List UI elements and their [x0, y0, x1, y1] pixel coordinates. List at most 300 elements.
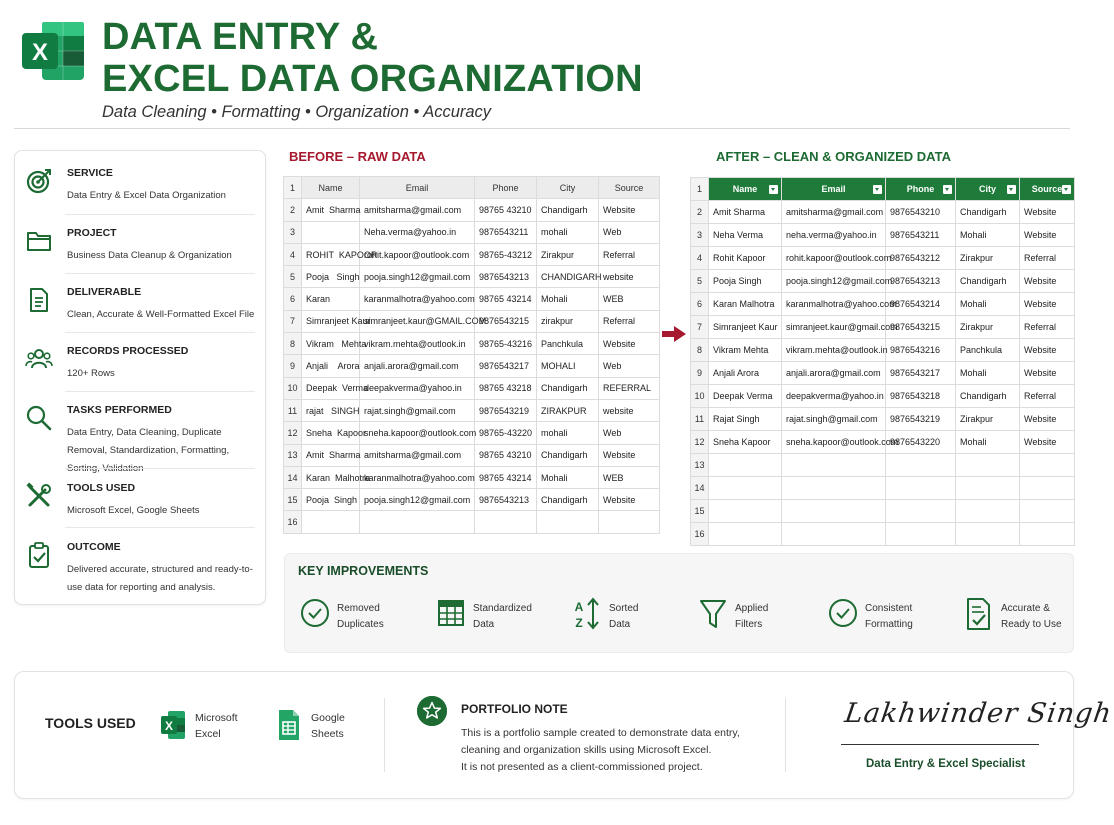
table-row — [691, 339, 1075, 362]
vertical-divider — [384, 698, 385, 772]
cell-email[interactable]: karanmalhotra@yahoo.com — [360, 288, 475, 310]
cell-city[interactable]: Panchkula — [537, 333, 599, 355]
cell-email[interactable]: simranjeet.kaur@GMAIL.COM — [360, 310, 475, 332]
table-row — [691, 477, 1075, 500]
cell-city[interactable]: CHANDIGARH — [537, 266, 599, 288]
cell-phone[interactable]: 98765 43210 — [475, 199, 537, 221]
document-icon — [25, 286, 53, 314]
check-circle-icon — [827, 596, 859, 632]
cell-city[interactable] — [956, 523, 1020, 546]
improvement-line-2: Ready to Use — [1001, 619, 1062, 630]
cell-email[interactable]: amitsharma@gmail.com — [360, 444, 475, 466]
cell-email[interactable]: vikram.mehta@outlook.in — [782, 339, 886, 362]
cell-phone[interactable]: 9876543212 — [886, 247, 956, 270]
info-value: Business Data Cleanup & Organization — [67, 250, 232, 261]
row-number: 16 — [284, 511, 302, 533]
cell-source[interactable]: Website — [599, 199, 660, 221]
row-number: 8 — [284, 333, 302, 355]
cell-name[interactable]: Vikram Mehta — [302, 333, 360, 355]
cell-email[interactable]: deepakverma@yahoo.in — [782, 385, 886, 408]
cell-name[interactable]: Deepak Verma — [302, 377, 360, 399]
cell-source[interactable] — [1020, 477, 1075, 500]
divider — [65, 332, 255, 333]
cell-phone[interactable]: 9876543213 — [886, 270, 956, 293]
cell-phone[interactable]: 9876543218 — [886, 385, 956, 408]
cell-phone[interactable]: 98765-43220 — [475, 422, 537, 444]
cell-email[interactable]: anjali.arora@gmail.com — [782, 362, 886, 385]
column-header-city[interactable]: City — [537, 177, 599, 199]
cell-name[interactable]: Neha Verma — [709, 224, 782, 247]
table-row — [691, 293, 1075, 316]
cell-city[interactable]: Panchkula — [956, 339, 1020, 362]
cell-email[interactable] — [782, 500, 886, 523]
cell-name[interactable]: Sneha Kapoor — [709, 431, 782, 454]
cell-name[interactable]: Anjali Arora — [302, 355, 360, 377]
cell-email[interactable]: neha.verma@yahoo.in — [782, 224, 886, 247]
column-header-label: City — [978, 184, 996, 194]
before-heading: BEFORE – RAW DATA — [289, 149, 426, 164]
cell-email[interactable] — [782, 477, 886, 500]
cell-email[interactable]: sneha.kapoor@outlook.com — [360, 422, 475, 444]
excel-logo-icon — [20, 18, 86, 84]
before-raw-data-table — [283, 176, 660, 534]
tool-line-2: Excel — [195, 728, 221, 740]
improvement-label — [1001, 601, 1062, 633]
target-icon — [25, 167, 53, 195]
cell-email[interactable]: vikram.mehta@outlook.in — [360, 333, 475, 355]
cell-city[interactable]: Mohali — [537, 466, 599, 488]
table-row — [284, 310, 660, 332]
star-icon — [417, 696, 447, 726]
info-value: Microsoft Excel, Google Sheets — [67, 505, 200, 516]
cell-city[interactable]: Chandigarh — [956, 201, 1020, 224]
row-number: 13 — [691, 454, 709, 477]
cell-source[interactable]: REFERRAL — [599, 377, 660, 399]
cell-name[interactable]: Simranjeet Kaur — [709, 316, 782, 339]
tools-used-heading: TOOLS USED — [45, 715, 136, 731]
cell-email[interactable]: rohit.kapoor@outlook.com — [360, 243, 475, 265]
cell-email[interactable] — [782, 523, 886, 546]
cell-source[interactable]: Website — [1020, 408, 1075, 431]
svg-text:X: X — [164, 719, 174, 733]
cell-city[interactable]: Mohali — [537, 288, 599, 310]
svg-text:X: X — [31, 39, 49, 66]
cell-city[interactable]: Zirakpur — [956, 316, 1020, 339]
table-row — [691, 523, 1075, 546]
info-value: Delivered accurate, structured and ready-to-use data for reporting and analysis. — [67, 564, 253, 593]
cell-email[interactable]: anjali.arora@gmail.com — [360, 355, 475, 377]
table-row — [691, 247, 1075, 270]
cell-email[interactable]: rajat.singh@gmail.com — [782, 408, 886, 431]
table-row — [284, 377, 660, 399]
cell-phone[interactable]: 98765 43210 — [475, 444, 537, 466]
page-subtitle: Data Cleaning • Formatting • Organization • Accuracy — [102, 103, 492, 121]
improvement-line-1: Standardized — [473, 603, 532, 614]
row-number: 4 — [284, 243, 302, 265]
cell-city[interactable]: Zirakpur — [956, 408, 1020, 431]
improvement-line-1: Accurate & — [1001, 603, 1050, 614]
search-icon — [25, 404, 53, 432]
vertical-divider — [785, 698, 786, 772]
table-header-row — [284, 177, 660, 199]
cell-phone[interactable]: 9876543214 — [886, 293, 956, 316]
cell-source[interactable]: Web — [599, 422, 660, 444]
cell-phone[interactable]: 98765-43216 — [475, 333, 537, 355]
cell-city[interactable]: mohali — [537, 422, 599, 444]
cell-source[interactable]: Referral — [1020, 247, 1075, 270]
improvement-line-1: Applied — [735, 603, 769, 614]
improvement-line-2: Filters — [735, 619, 763, 630]
row-number: 15 — [284, 489, 302, 511]
row-number: 6 — [284, 288, 302, 310]
tool-label — [195, 710, 238, 742]
cell-name[interactable] — [709, 500, 782, 523]
cell-source[interactable] — [599, 511, 660, 533]
cell-name[interactable]: Rajat Singh — [709, 408, 782, 431]
row-number: 5 — [284, 266, 302, 288]
cell-city[interactable]: Zirakpur — [956, 247, 1020, 270]
cell-phone[interactable] — [886, 454, 956, 477]
signature-line — [841, 744, 1039, 745]
divider — [65, 468, 255, 469]
cell-email[interactable]: karanmalhotra@yahoo.com — [360, 466, 475, 488]
cell-city[interactable]: Chandigarh — [537, 377, 599, 399]
after-clean-data-table — [690, 177, 1075, 546]
improvement-line-1: Consistent — [865, 603, 913, 614]
cell-name[interactable]: Deepak Verma — [709, 385, 782, 408]
cell-phone[interactable]: 9876543213 — [475, 266, 537, 288]
table-row — [284, 399, 660, 421]
google-sheets-icon — [277, 708, 301, 742]
signature-role: Data Entry & Excel Specialist — [866, 758, 1026, 770]
cell-email[interactable]: sneha.kapoor@outlook.com — [782, 431, 886, 454]
improvement-line-1: Removed — [337, 603, 380, 614]
improvement-label — [865, 601, 913, 633]
improvement-label — [735, 601, 768, 633]
filter-dropdown-icon[interactable] — [873, 185, 882, 194]
improvement-label — [337, 601, 384, 633]
improvement-line-2: Formatting — [865, 619, 913, 630]
column-header-source[interactable]: Source — [599, 177, 660, 199]
cell-source[interactable]: website — [599, 399, 660, 421]
table-row — [691, 431, 1075, 454]
tool-line-1: Microsoft — [195, 712, 238, 724]
row-number: 7 — [691, 316, 709, 339]
cell-phone[interactable]: 98765 43214 — [475, 466, 537, 488]
page-title — [102, 16, 643, 100]
cell-source[interactable]: Web — [599, 221, 660, 243]
cell-name[interactable]: Amit Sharma — [302, 199, 360, 221]
row-number: 11 — [691, 408, 709, 431]
cell-name[interactable]: Rohit Kapoor — [709, 247, 782, 270]
cell-source[interactable]: Web — [599, 355, 660, 377]
info-label: TASKS PERFORMED — [67, 404, 172, 416]
column-header-label: Name — [732, 184, 758, 194]
cell-phone[interactable] — [475, 511, 537, 533]
divider — [65, 527, 255, 528]
cell-email[interactable]: karanmalhotra@yahoo.com — [782, 293, 886, 316]
cell-source[interactable]: Website — [1020, 270, 1075, 293]
cell-city[interactable]: Chandigarh — [537, 489, 599, 511]
cell-source[interactable]: Website — [1020, 293, 1075, 316]
info-label: PROJECT — [67, 227, 117, 239]
cell-source[interactable]: Referral — [1020, 316, 1075, 339]
info-label: RECORDS PROCESSED — [67, 345, 189, 357]
column-header-phone[interactable] — [886, 178, 956, 201]
table-row — [284, 511, 660, 533]
improvement-label — [609, 601, 638, 633]
info-label: DELIVERABLE — [67, 286, 142, 298]
filter-dropdown-icon[interactable] — [769, 185, 778, 194]
row-number: 8 — [691, 339, 709, 362]
cell-email[interactable]: rajat.singh@gmail.com — [360, 399, 475, 421]
info-label: TOOLS USED — [67, 482, 136, 494]
improvement-label — [473, 601, 532, 633]
cell-phone[interactable]: 9876543217 — [886, 362, 956, 385]
table-row — [691, 385, 1075, 408]
arrow-right-icon — [662, 326, 686, 342]
cell-email[interactable]: Neha.verma@yahoo.in — [360, 221, 475, 243]
cell-city[interactable]: Mohali — [956, 362, 1020, 385]
cell-name[interactable]: Pooja Singh — [302, 266, 360, 288]
cell-phone[interactable]: 98765 43218 — [475, 377, 537, 399]
svg-text:A: A — [574, 600, 584, 614]
improvement-line-2: Duplicates — [337, 619, 384, 630]
cell-city[interactable]: mohali — [537, 221, 599, 243]
cell-phone[interactable]: 9876543220 — [886, 431, 956, 454]
row-number: 7 — [284, 310, 302, 332]
column-header-name[interactable] — [709, 178, 782, 201]
row-number: 16 — [691, 523, 709, 546]
signature: Lakhwinder Singh — [842, 698, 1114, 729]
row-number: 15 — [691, 500, 709, 523]
row-number: 2 — [284, 199, 302, 221]
column-header-label: Email — [821, 184, 846, 194]
filter-dropdown-icon[interactable] — [1007, 185, 1016, 194]
cell-name[interactable]: Simranjeet Kaur — [302, 310, 360, 332]
cell-phone[interactable] — [886, 500, 956, 523]
cell-phone[interactable]: 9876543216 — [886, 339, 956, 362]
cell-email[interactable]: amitsharma@gmail.com — [782, 201, 886, 224]
row-number: 11 — [284, 399, 302, 421]
check-circle-icon — [299, 596, 331, 632]
cell-name[interactable]: Pooja Singh — [709, 270, 782, 293]
cell-source[interactable] — [1020, 500, 1075, 523]
cell-email[interactable]: pooja.singh12@gmail.com — [360, 266, 475, 288]
cell-phone[interactable]: 9876543215 — [475, 310, 537, 332]
row-number: 3 — [691, 224, 709, 247]
cell-source[interactable]: WEB — [599, 466, 660, 488]
column-header-source[interactable] — [1020, 178, 1075, 201]
cell-name[interactable]: ROHIT KAPOOR — [302, 243, 360, 265]
info-value: 120+ Rows — [67, 368, 115, 379]
improvement-line-1: Sorted — [609, 603, 639, 614]
cell-city[interactable]: Zirakpur — [537, 243, 599, 265]
cell-name[interactable]: Pooja Singh — [302, 489, 360, 511]
row-number: 14 — [284, 466, 302, 488]
cell-name[interactable]: rajat SINGH — [302, 399, 360, 421]
title-line-1: DATA ENTRY & — [102, 16, 379, 58]
cell-email[interactable]: rohit.kapoor@outlook.com — [782, 247, 886, 270]
cell-phone[interactable]: 9876543217 — [475, 355, 537, 377]
row-number: 10 — [284, 377, 302, 399]
cell-phone[interactable] — [886, 477, 956, 500]
cell-email[interactable] — [360, 511, 475, 533]
cell-name[interactable]: Karan — [302, 288, 360, 310]
cell-phone[interactable]: 9876543213 — [475, 489, 537, 511]
cell-city[interactable]: Mohali — [956, 224, 1020, 247]
table-row — [284, 489, 660, 511]
cell-phone[interactable]: 9876543219 — [886, 408, 956, 431]
portfolio-note-heading: PORTFOLIO NOTE — [461, 702, 568, 716]
row-number: 4 — [691, 247, 709, 270]
cell-email[interactable]: amitsharma@gmail.com — [360, 199, 475, 221]
users-icon — [25, 345, 53, 373]
cell-city[interactable]: Mohali — [956, 431, 1020, 454]
cell-name[interactable] — [709, 477, 782, 500]
tools-icon — [25, 482, 53, 510]
cell-city[interactable]: MOHALI — [537, 355, 599, 377]
cell-email[interactable] — [782, 454, 886, 477]
cell-phone[interactable]: 98765-43212 — [475, 243, 537, 265]
cell-city[interactable] — [537, 511, 599, 533]
divider — [65, 391, 255, 392]
cell-name[interactable] — [709, 523, 782, 546]
table-row — [284, 466, 660, 488]
note-line: This is a portfolio sample created to demonstrate data entry, — [461, 727, 740, 739]
cell-city[interactable]: Chandigarh — [537, 444, 599, 466]
cell-source[interactable]: Website — [1020, 339, 1075, 362]
tool-line-1: Google — [311, 712, 345, 724]
cell-name[interactable]: Amit Sharma — [709, 201, 782, 224]
header-divider — [14, 128, 1070, 129]
improvement-line-2: Data — [473, 619, 495, 630]
cell-source[interactable]: WEB — [599, 288, 660, 310]
table-row — [691, 270, 1075, 293]
cell-name[interactable]: Sneha Kapoor — [302, 422, 360, 444]
table-row — [691, 408, 1075, 431]
cell-phone[interactable]: 98765 43214 — [475, 288, 537, 310]
column-header-phone[interactable]: Phone — [475, 177, 537, 199]
cell-name[interactable] — [302, 221, 360, 243]
cell-source[interactable]: Website — [1020, 431, 1075, 454]
cell-source[interactable]: Referral — [599, 310, 660, 332]
row-number: 1 — [691, 178, 709, 201]
svg-text:Z: Z — [575, 616, 583, 630]
info-value: Clean, Accurate & Well-Formatted Excel File — [67, 309, 255, 320]
cell-city[interactable] — [956, 477, 1020, 500]
cell-name[interactable]: Karan Malhotra — [709, 293, 782, 316]
table-grid-icon — [435, 596, 467, 632]
row-number: 12 — [691, 431, 709, 454]
cell-name[interactable]: Anjali Arora — [709, 362, 782, 385]
folder-icon — [25, 227, 53, 255]
cell-name[interactable] — [709, 454, 782, 477]
clipboard-check-icon — [25, 541, 53, 569]
after-heading: AFTER – CLEAN & ORGANIZED DATA — [716, 149, 951, 164]
divider — [65, 273, 255, 274]
cell-name[interactable]: Karan Malhotra — [302, 466, 360, 488]
column-header-city[interactable] — [956, 178, 1020, 201]
table-row — [691, 500, 1075, 523]
column-header-name[interactable]: Name — [302, 177, 360, 199]
row-number: 13 — [284, 444, 302, 466]
cell-source[interactable]: Referral — [599, 243, 660, 265]
filter-icon — [697, 596, 729, 632]
info-label: OUTCOME — [67, 541, 121, 553]
cell-name[interactable] — [302, 511, 360, 533]
table-row — [284, 221, 660, 243]
column-header-label: Phone — [906, 184, 935, 194]
table-row — [284, 444, 660, 466]
table-row — [284, 243, 660, 265]
cell-source[interactable]: Website — [599, 489, 660, 511]
cell-phone[interactable] — [886, 523, 956, 546]
row-number: 2 — [691, 201, 709, 224]
cell-city[interactable] — [956, 454, 1020, 477]
filter-dropdown-icon[interactable] — [1062, 185, 1071, 194]
cell-source[interactable]: Website — [1020, 201, 1075, 224]
cell-source[interactable]: Website — [1020, 224, 1075, 247]
row-number: 9 — [284, 355, 302, 377]
table-row — [691, 201, 1075, 224]
cell-source[interactable] — [1020, 454, 1075, 477]
cell-city[interactable]: zirakpur — [537, 310, 599, 332]
cell-phone[interactable]: 9876543219 — [475, 399, 537, 421]
cell-name[interactable]: Vikram Mehta — [709, 339, 782, 362]
cell-phone[interactable]: 9876543211 — [475, 221, 537, 243]
cell-source[interactable]: Website — [599, 333, 660, 355]
row-number: 3 — [284, 221, 302, 243]
cell-email[interactable]: simranjeet.kaur@gmail.com — [782, 316, 886, 339]
improvement-line-2: Data — [609, 619, 631, 630]
cell-city[interactable]: Chandigarh — [956, 385, 1020, 408]
cell-source[interactable] — [1020, 523, 1075, 546]
title-line-2: EXCEL DATA ORGANIZATION — [102, 58, 643, 100]
row-number: 5 — [691, 270, 709, 293]
row-number: 9 — [691, 362, 709, 385]
cell-source[interactable]: Referral — [1020, 385, 1075, 408]
tool-label — [311, 710, 345, 742]
cell-source[interactable]: website — [599, 266, 660, 288]
cell-phone[interactable]: 9876543215 — [886, 316, 956, 339]
row-number: 1 — [284, 177, 302, 199]
cell-source[interactable]: Website — [1020, 362, 1075, 385]
column-header-email[interactable]: Email — [360, 177, 475, 199]
column-header-email[interactable] — [782, 178, 886, 201]
table-row — [284, 266, 660, 288]
row-number: 10 — [691, 385, 709, 408]
cell-city[interactable] — [956, 500, 1020, 523]
cell-phone[interactable]: 9876543211 — [886, 224, 956, 247]
cell-phone[interactable]: 9876543210 — [886, 201, 956, 224]
cell-name[interactable]: Amit Sharma — [302, 444, 360, 466]
table-row — [691, 224, 1075, 247]
cell-email[interactable]: pooja.singh12@gmail.com — [782, 270, 886, 293]
filter-dropdown-icon[interactable] — [943, 185, 952, 194]
table-row — [284, 333, 660, 355]
cell-email[interactable]: pooja.singh12@gmail.com — [360, 489, 475, 511]
cell-city[interactable]: Chandigarh — [956, 270, 1020, 293]
cell-source[interactable]: Website — [599, 444, 660, 466]
cell-city[interactable]: Mohali — [956, 293, 1020, 316]
cell-email[interactable]: deepakverma@yahoo.in — [360, 377, 475, 399]
cell-city[interactable]: ZIRAKPUR — [537, 399, 599, 421]
note-line: It is not presented as a client-commissioned project. — [461, 761, 703, 773]
table-row — [284, 355, 660, 377]
cell-city[interactable]: Chandigarh — [537, 199, 599, 221]
portfolio-note-text — [461, 725, 781, 776]
